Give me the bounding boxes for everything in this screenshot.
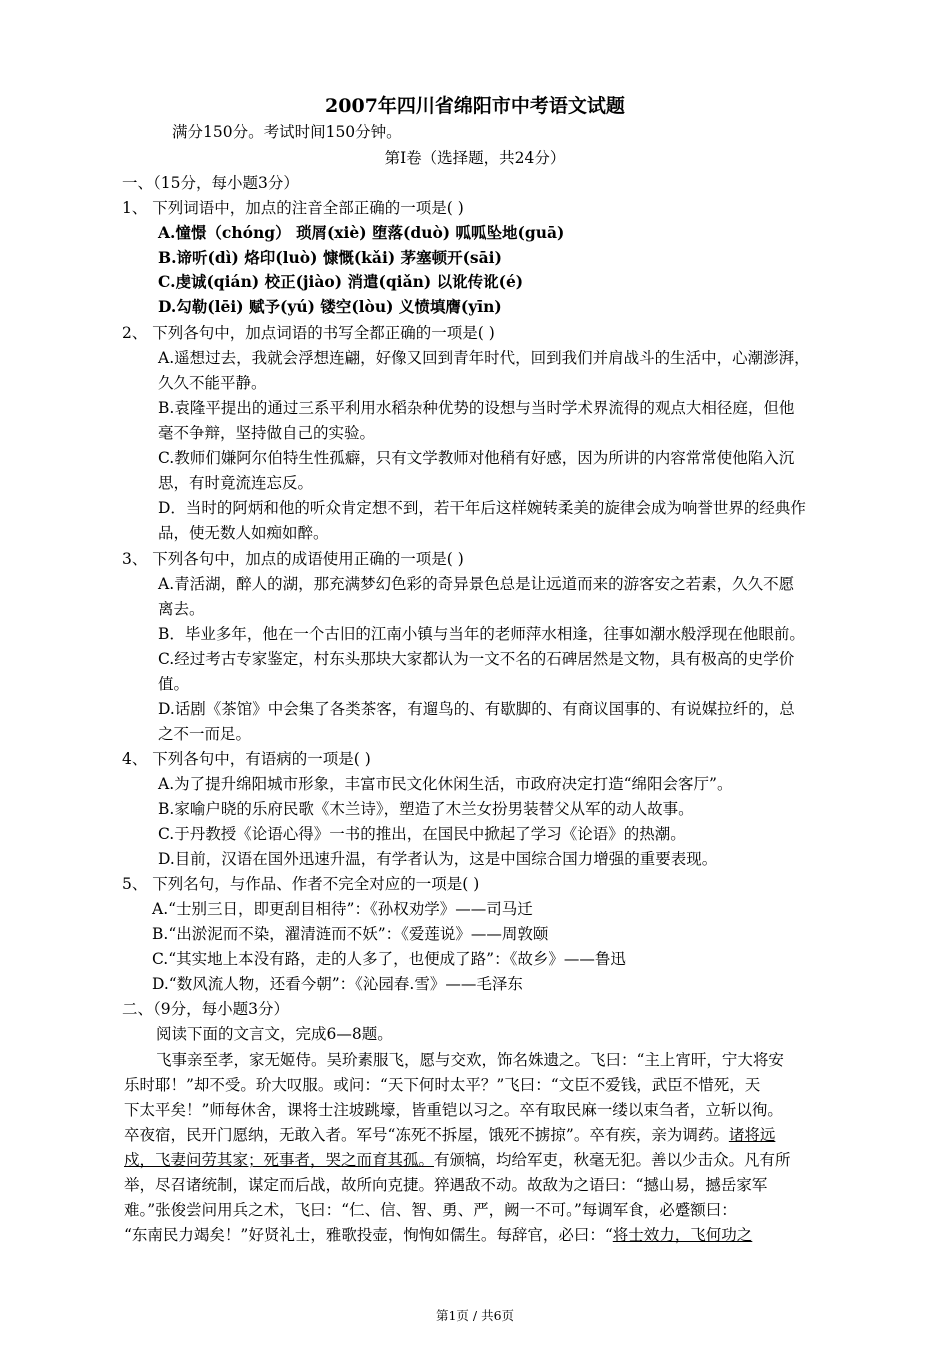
exam-subtitle: 满分150分。考试时间150分钟。 <box>172 123 402 141</box>
question-1-option-c: C.虔诚(qián) 校正(jiào) 消遣(qiǎn) 以讹传讹(é) <box>158 272 524 291</box>
question-3-option-c: C.经过考古专家鉴定，村东头那块大家都认为一文不名的石碑居然是文物，具有极高的史学价 <box>158 650 795 668</box>
question-3-stem: 3、 下列各句中，加点的成语使用正确的一项是( ) <box>122 550 464 568</box>
question-5-option-a: A.“士别三日，即更刮目相待”：《孙权劝学》——司马迁 <box>152 900 533 918</box>
section-1-heading: 一、（15分，每小题3分） <box>122 174 299 192</box>
part-title: 第Ⅰ卷（选择题，共24分） <box>384 149 566 167</box>
question-4-option-d: D.目前，汉语在国外迅速升温，有学者认为，这是中国综合国力增强的重要表现。 <box>158 850 718 868</box>
passage-line <box>124 1150 791 1170</box>
question-2-option-d-cont: 品，使无数人如痴如醉。 <box>158 524 329 542</box>
passage-text: “东南民力竭矣！”好贤礼士，雅歌投壶，恂恂如儒生。每辞官，必曰：“ <box>124 1226 613 1244</box>
question-4-option-c: C.于丹教授《论语心得》一书的推出，在国民中掀起了学习《论语》的热潮。 <box>158 825 686 843</box>
question-1-option-d: D.勾勒(lēi) 赋予(yú) 镂空(lòu) 义愤填膺(yīn) <box>158 297 502 316</box>
exam-title: 2007年四川省绵阳市中考语文试题 <box>325 95 625 117</box>
question-3-option-b: B．毕业多年，他在一个古旧的江南小镇与当年的老师萍水相逢，往事如潮水般浮现在他眼前。 <box>158 625 805 643</box>
question-2-option-a: A.遥想过去，我就会浮想连翩，好像又回到青年时代，回到我们并肩战斗的生活中，心潮澎湃， <box>158 349 810 367</box>
passage-line: 难。”张俊尝问用兵之术，飞曰：“仁、信、智、勇、严，阙一不可。”每调军食，必蹙额曰： <box>124 1201 737 1219</box>
question-3-option-d: D.话剧《茶馆》中会集了各类茶客，有遛鸟的、有歇脚的、有商议国事的、有说媒拉纤的，总 <box>158 700 795 718</box>
passage-underlined: 诸将远 <box>728 1126 776 1144</box>
question-1-option-a: A.憧憬（chóng） 琐屑(xiè) 堕落(duò) 呱呱坠地(guā) <box>158 223 565 242</box>
question-2-option-d: D．当时的阿炳和他的听众肯定想不到，若干年后这样婉转柔美的旋律会成为响誉世界的经典作 <box>158 499 806 517</box>
section-2-heading: 二、（9分，每小题3分） <box>122 1000 289 1018</box>
passage-line: 下太平矣！”师每休舍，课将士注坡跳壕，皆重铠以习之。卒有取民麻一缕以束刍者，立斩以徇。 <box>124 1101 783 1119</box>
passage-line: 举，尽召诸统制，谋定而后战，故所向克捷。猝遇敌不动。故敌为之语曰：“撼山易，撼岳家军 <box>124 1176 768 1194</box>
passage-text: 卒夜宿，民开门愿纳，无敢入者。军号“冻死不拆屋，饿死不掳掠”。卒有疾，亲为调药。 <box>124 1126 729 1144</box>
question-4-option-b: B.家喻户晓的乐府民歌《木兰诗》，塑造了木兰女扮男装替父从军的动人故事。 <box>158 800 694 818</box>
question-5-option-c: C.“其实地上本没有路，走的人多了，也便成了路”：《故乡》——鲁迅 <box>152 950 626 968</box>
passage-underlined: 将士效力，飞何功之 <box>612 1226 753 1244</box>
question-4-option-a: A.为了提升绵阳城市形象，丰富市民文化休闲生活，市政府决定打造“绵阳会客厅”。 <box>158 775 733 793</box>
question-3-option-a-cont: 离去。 <box>158 600 205 618</box>
passage-underlined: 戍，飞妻问劳其家；死事者，哭之而育其孤。 <box>124 1151 435 1169</box>
question-3-option-a: A.青活湖，醉人的湖，那充满梦幻色彩的奇异景色总是让远道而来的游客安之若素，久久不愿 <box>158 575 795 593</box>
passage-line <box>124 1225 752 1245</box>
question-2-option-b: B.袁隆平提出的通过三系平利用水稻杂种优势的设想与当时学术界流得的观点大相径庭，但他 <box>158 399 795 417</box>
question-2-stem: 2、 下列各句中，加点词语的书写全都正确的一项是( ) <box>122 324 495 342</box>
question-2-option-c: C.教师们嫌阿尔伯特生性孤癖，只有文学教师对他稍有好感，因为所讲的内容常常使他陷入沉 <box>158 449 795 467</box>
question-2-option-a-cont: 久久不能平静。 <box>158 374 267 392</box>
passage-line <box>124 1125 775 1145</box>
question-2-option-c-cont: 思，有时竟流连忘反。 <box>158 474 314 492</box>
question-1-stem: 1、 下列词语中，加点的注音全部正确的一项是( ) <box>122 199 464 217</box>
question-4-stem: 4、 下列各句中，有语病的一项是( ) <box>122 750 371 768</box>
passage-line: 乐时耶！”却不受。玠大叹服。或问：“天下何时太平？”飞曰：“文臣不爱钱，武臣不惜死，天 <box>124 1076 761 1094</box>
question-3-option-c-cont: 值。 <box>158 675 190 693</box>
section-2-instructions: 阅读下面的文言文，完成6—8题。 <box>156 1025 393 1043</box>
question-2-option-b-cont: 毫不争辩，坚持做自己的实验。 <box>158 424 376 442</box>
question-5-stem: 5、 下列名句，与作品、作者不完全对应的一项是( ) <box>122 875 480 893</box>
page-footer: 第1页 / 共6页 <box>435 1308 515 1323</box>
question-3-option-d-cont: 之不一而足。 <box>158 725 252 743</box>
question-5-option-b: B.“出淤泥而不染，濯清涟而不妖”：《爱莲说》——周敦颐 <box>152 925 549 943</box>
passage-text: 有颁犒，均给军吏，秋毫无犯。善以少击众。凡有所 <box>434 1151 791 1169</box>
question-5-option-d: D.“数风流人物，还看今朝”：《沁园春.雪》——毛泽东 <box>152 975 523 993</box>
question-1-option-b: B.谛听(dì) 烙印(luò) 慷慨(kǎi) 茅塞顿开(sāi) <box>158 248 502 267</box>
passage-line: 飞事亲至孝，家无姬侍。吴玠素服飞，愿与交欢，饰名姝遗之。飞曰：“主上宵旰，宁大将安 <box>156 1051 784 1069</box>
